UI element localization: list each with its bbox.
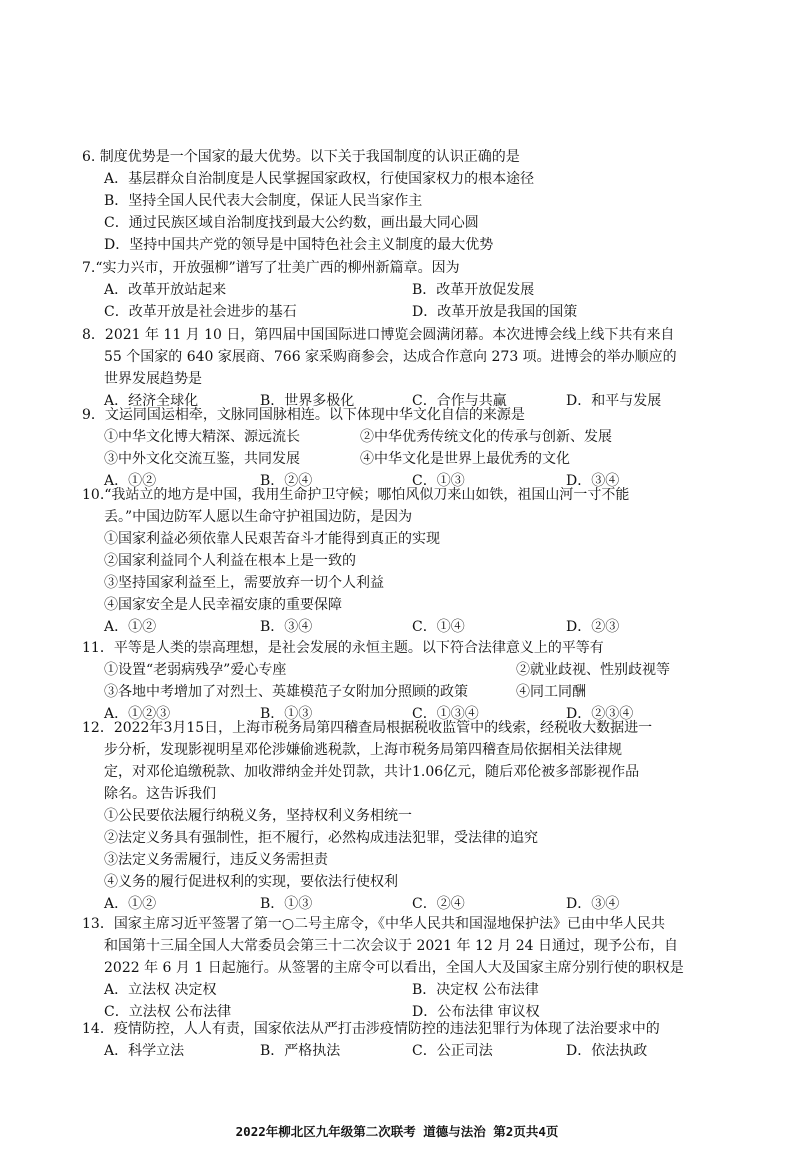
option-c: C．②④	[412, 896, 465, 912]
question-11	[82, 637, 722, 725]
option-d: D．②③④	[566, 706, 634, 722]
statement-1: ①公民要依法履行纳税义务，坚持权利义务相统一	[104, 808, 412, 824]
option-c: C．公正司法	[412, 1043, 493, 1059]
options-row	[82, 279, 722, 301]
statement-3: ③法定义务需履行，违反义务需担责	[104, 852, 328, 868]
statement-2: ②法定义务具有强制性，拒不履行，必然构成违法犯罪，受法律的追究	[104, 830, 538, 846]
option-b: B．坚持全国人民代表大会制度，保证人民当家作主	[104, 193, 423, 209]
statements-row	[82, 448, 722, 470]
option-b: B．③④	[260, 619, 313, 635]
statement-1: ①设置“老弱病残孕”爱心专座	[104, 662, 287, 678]
option-d: D．③④	[566, 896, 620, 912]
option-b: B．决定权 公布法律	[412, 982, 539, 998]
option-a: A．科学立法	[104, 1043, 185, 1059]
option-a: A．经济全球化	[104, 393, 199, 409]
question-stem: 14．疫情防控，人人有责，国家依法从严打击涉疫情防控的违法犯罪行为体现了法治要求中的	[82, 1021, 660, 1037]
statement-1: ①国家利益必须依靠人民艰苦奋斗才能得到真正的实现	[104, 531, 440, 547]
statement-3: ③各地中考增加了对烈士、英雄模范子女附加分照顾的政策	[104, 684, 468, 700]
option-b: B．世界多极化	[260, 393, 355, 409]
option-c: C．改革开放是社会进步的基石	[104, 304, 297, 320]
statement-2: ②就业歧视、性别歧视等	[516, 662, 670, 678]
question-stem-continued: 除名。这告诉我们	[104, 786, 216, 802]
option-a: A．改革开放站起来	[104, 282, 227, 298]
question-14	[82, 1018, 722, 1062]
option-b: B．改革开放促发展	[412, 282, 535, 298]
option-d: D．改革开放是我国的国策	[412, 304, 578, 320]
options-row	[82, 893, 722, 915]
question-stem-continued: 定，对邓伦追缴税款、加收滞纳金并处罚款，共计1.06亿元，随后邓伦被多部影视作品	[104, 764, 640, 780]
statement-2: ②国家利益同个人利益在根本上是一致的	[104, 553, 356, 569]
statements-row	[82, 426, 722, 448]
option-d: D．和平与发展	[566, 393, 662, 409]
options-row	[82, 616, 722, 638]
question-stem-continued: 丢。”中国边防军人愿以生命守护祖国边防，是因为	[104, 509, 413, 525]
question-stem-continued: 和国第十三届全国人大常委员会第三十二次会议于 2021 年 12 月 24 日通过，现予公布，自	[104, 938, 678, 954]
option-c: C．立法权 公布法律	[104, 1004, 232, 1020]
page-footer: 2022年柳北区九年级第二次联考 道德与法治 第2页共4页	[235, 1124, 559, 1139]
statement-1: ①中华文化博大精深、源远流长	[104, 429, 300, 445]
options-row	[82, 979, 722, 1001]
question-stem: 13．国家主席习近平签署了第一○二号主席令，《中华人民共和国湿地保护法》已由中华人民共	[82, 916, 666, 932]
statement-4: ④中华文化是世界上最优秀的文化	[360, 451, 570, 467]
options-row	[82, 301, 722, 323]
question-stem: 7.“实力兴市，开放强柳”谱写了壮美广西的柳州新篇章。因为	[82, 260, 460, 276]
question-10	[82, 484, 722, 638]
question-stem-continued: 步分析，发现影视明星邓伦涉嫌偷逃税款，上海市税务局第四稽查局依据相关法律规	[104, 742, 622, 758]
question-6	[82, 146, 722, 256]
statements-row	[82, 681, 722, 703]
option-a: A．①②	[104, 473, 157, 489]
question-stem: 12．2022年3月15日，上海市税务局第四稽查局根据税收监管中的线索，经税收大数据进一	[82, 720, 653, 736]
option-d: D．依法执政	[566, 1043, 648, 1059]
option-b: B．①③	[260, 896, 313, 912]
statements-row	[82, 659, 722, 681]
option-c: C．①③	[412, 473, 465, 489]
statement-4: ④义务的履行促进权利的实现，要依法行使权利	[104, 874, 398, 890]
question-stem-continued: 世界发展趋势是	[104, 371, 202, 387]
option-a: A．基层群众自治制度是人民掌握国家政权，行使国家权力的根本途径	[104, 171, 535, 187]
statement-2: ②中华优秀传统文化的传承与创新、发展	[360, 429, 612, 445]
question-13	[82, 913, 722, 1023]
question-stem: 9．文运同国运相牵，文脉同国脉相连。以下体现中华文化自信的来源是	[82, 407, 525, 423]
option-a: A．①②	[104, 619, 157, 635]
option-d: D．坚持中国共产党的领导是中国特色社会主义制度的最大优势	[104, 237, 494, 253]
option-d: D．③④	[566, 473, 620, 489]
statement-4: ④国家安全是人民幸福安康的重要保障	[104, 597, 342, 613]
statement-3: ③中外文化交流互鉴，共同发展	[104, 451, 300, 467]
option-b: B．严格执法	[260, 1043, 341, 1059]
statement-4: ④同工同酬	[516, 684, 586, 700]
option-d: D．公布法律 审议权	[412, 1004, 540, 1020]
option-d: D．②③	[566, 619, 620, 635]
option-a: A．立法权 决定权	[104, 982, 217, 998]
option-c: C．通过民族区域自治制度找到最大公约数，画出最大同心圆	[104, 215, 479, 231]
option-c: C．①③④	[412, 706, 479, 722]
option-c: C．①④	[412, 619, 465, 635]
option-b: B．①③	[260, 706, 313, 722]
option-b: B．②④	[260, 473, 313, 489]
question-12	[82, 717, 722, 915]
question-9	[82, 404, 722, 492]
option-a: A．①②	[104, 896, 157, 912]
question-stem: 11．平等是人类的崇高理想，是社会发展的永恒主题。以下符合法律意义上的平等有	[82, 640, 604, 656]
question-stem: 6. 制度优势是一个国家的最大优势。以下关于我国制度的认识正确的是	[82, 149, 520, 165]
question-stem: 10.“我站立的地方是中国，我用生命护卫守候；哪怕风似刀来山如铁，祖国山河一寸不能	[82, 487, 630, 503]
question-stem-continued: 2022 年 6 月 1 日起施行。从签署的主席令可以看出，全国人大及国家主席分别行使的职权是	[104, 960, 684, 976]
option-a: A．①②③	[104, 706, 171, 722]
option-c: C．合作与共赢	[412, 393, 507, 409]
question-7	[82, 257, 722, 323]
question-stem-continued: 55 个国家的 640 家展商、766 家采购商参会，达成合作意向 273 项。进博会的举办顺应的	[104, 349, 677, 365]
question-8	[82, 324, 722, 412]
statement-3: ③坚持国家利益至上，需要放弃一切个人利益	[104, 575, 384, 591]
question-stem: 8．2021 年 11 月 10 日，第四届中国国际进口博览会圆满闭幕。本次进博会线上线下共有来自	[82, 327, 675, 343]
options-row	[82, 1040, 722, 1062]
